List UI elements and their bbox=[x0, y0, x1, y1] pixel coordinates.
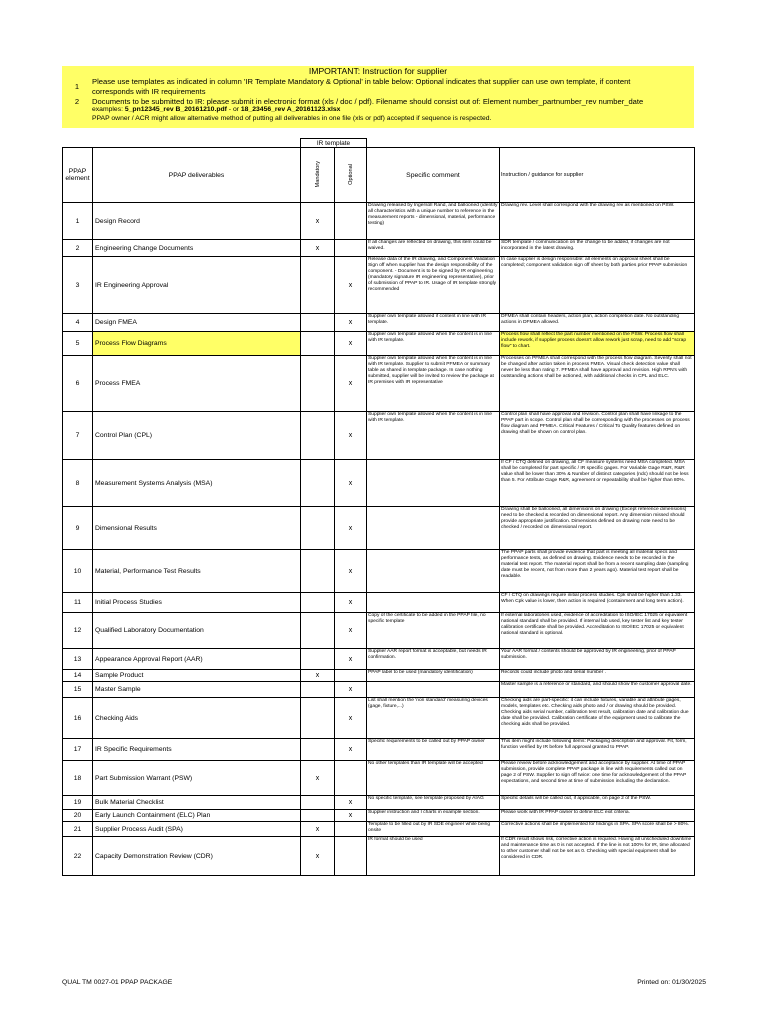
footer-printed-date: Printed on: 01/30/2025 bbox=[637, 979, 706, 986]
mandatory-mark bbox=[301, 507, 335, 550]
blank-cell bbox=[63, 139, 93, 148]
deliverable-name: Part Submission Warrant (PSW) bbox=[93, 761, 301, 796]
owner-note: PPAP owner / ACR might allow alternative method of putting all deliverables in one file (xls or pdf) accepted if sequence is respected. bbox=[92, 114, 492, 122]
element-number: 16 bbox=[63, 698, 93, 739]
mandatory-mark: x bbox=[301, 761, 335, 796]
table-row bbox=[63, 796, 695, 810]
mandatory-mark bbox=[301, 682, 335, 698]
supplier-instruction: In case supplier is design responsible: all elements on approval sheet shall be completed; component validation sign off sheet by both parties prior PPAP submission bbox=[500, 257, 695, 314]
deliverables-header: PPAP deliverables bbox=[93, 148, 301, 203]
optional-header: Optional bbox=[347, 163, 354, 185]
deliverable-name: IR Specific Requirements bbox=[93, 739, 301, 761]
specific-comment: Release data of the IR drawing, and Component Validation Sign off when supplier has the design responsibility of the component. - Document is to be signed by IR engineering (mandatory signature IR engineering representative), prior of submission of PPAP to IR. Usage of IR template strongly recommended bbox=[367, 257, 500, 314]
supplier-instruction: Drawing rev. Level shall correspond with the drawing rev as mentioned on PSW. bbox=[500, 203, 695, 240]
mandatory-mark bbox=[301, 356, 335, 412]
supplier-instruction: This item might include following items: Packaging description and approval. Fit, form, function verified by IR before full approval granted to PPAP. bbox=[500, 739, 695, 761]
specific-comment: Supplier AAR report format is acceptable, but needs IR confirmation. bbox=[367, 649, 500, 670]
specific-comment: Drawing released by Ingersoll Rand, and ballooned (identify all characteristics with a unique number to reference in the measurement reports - dimensional, material, performance testing) bbox=[367, 203, 500, 240]
supplier-instruction: Drawing shall be ballooned, all dimensions on drawing (Except reference dimensions) need to be checked & recorded on dimensional report. Any dimension missed should provide appropriate justification. Dimensions defined on drawing note need to be checked / recorded on dimensional report. bbox=[500, 507, 695, 550]
specific-comment: Supplier own template allowed when the content is in line with IR template. bbox=[367, 332, 500, 356]
deliverable-name: Process Flow Diagrams bbox=[93, 332, 301, 356]
supplier-instruction: Master sample is a reference or standard, and should show the customer approval date. bbox=[500, 682, 695, 698]
optional-mark: x bbox=[335, 698, 367, 739]
deliverable-name: Checking Aids bbox=[93, 698, 301, 739]
supplier-instruction: Control plan shall have approval and revision. Control plan shall have linkage to the PPAP part in scope. Control plan shall be corresponding with the processes on process flow diagram and PFMEA. Critical Features / Critical To Quality features defined on drawing shall be shown on control plan. bbox=[500, 412, 695, 460]
mandatory-mark: x bbox=[301, 822, 335, 837]
specific-comment: List shall mention the 'non standard' measuring devices (gage, fixture,...) bbox=[367, 698, 500, 739]
table-row bbox=[63, 314, 695, 332]
element-number: 9 bbox=[63, 507, 93, 550]
item-1-text: Please use templates as indicated in column 'IR Template Mandatory & Optional' in table below: Optional indicates that supplier can use own template, if content corresponds with IR requirements bbox=[92, 77, 631, 96]
element-number: 4 bbox=[63, 314, 93, 332]
table-row bbox=[63, 837, 695, 876]
mandatory-mark: x bbox=[301, 837, 335, 876]
optional-mark: x bbox=[335, 810, 367, 822]
specific-comment bbox=[367, 507, 500, 550]
optional-mark: x bbox=[335, 682, 367, 698]
instruction-header: Instruction / guidance for supplier bbox=[500, 148, 695, 203]
ir-template-header: IR template bbox=[301, 139, 367, 148]
mandatory-mark bbox=[301, 412, 335, 460]
deliverable-name: Engineering Change Documents bbox=[93, 240, 301, 257]
supplier-instruction: Please review before acknowledgement and acceptance by supplier. At time of PPAP submission, provide complete PPAP package in line with requirements called out on page 2 of PSW. Supplier to sign off twice: one time for acknowledgement of the PPAP expectations, and second time at time of submission including the declaration. bbox=[500, 761, 695, 796]
table-row bbox=[63, 356, 695, 412]
mandatory-mark bbox=[301, 593, 335, 613]
deliverable-name: Dimensional Results bbox=[93, 507, 301, 550]
table-row bbox=[63, 649, 695, 670]
element-number: 5 bbox=[63, 332, 93, 356]
deliverable-name: Measurement Systems Analysis (MSA) bbox=[93, 460, 301, 507]
mandatory-mark: x bbox=[301, 670, 335, 682]
optional-mark: x bbox=[335, 507, 367, 550]
mandatory-mark bbox=[301, 550, 335, 593]
optional-mark bbox=[335, 822, 367, 837]
deliverable-name: Design Record bbox=[93, 203, 301, 240]
specific-comment: No specific template, see template proposed by AIAG bbox=[367, 796, 500, 810]
supplier-instruction: Corrective actions shall be implemented for findings in SPA. SPA score shall be > 80%. bbox=[500, 822, 695, 837]
optional-mark: x bbox=[335, 550, 367, 593]
specific-comment: Copy of the certificate to be added in the PPAP file, no specific template bbox=[367, 613, 500, 649]
table-row bbox=[63, 822, 695, 837]
specific-comment: Specific requirements to be called out by PPAP owner bbox=[367, 739, 500, 761]
filename-examples bbox=[62, 106, 694, 115]
supplier-instruction: If external laboratories used, evidence of accreditation to ISO/IEC 17025 or equivalent national standard shall be provided. If internal lab used, key tester list and key tester calibration certificate shall be provided. Accreditation to ISO/IEC 17025 or equivalent national standard is optional. bbox=[500, 613, 695, 649]
supplier-instruction: Records could include photo and serial number . bbox=[500, 670, 695, 682]
banner-title: IMPORTANT: Instruction for supplier bbox=[308, 66, 448, 76]
instruction-banner bbox=[62, 66, 694, 128]
supplier-instruction: Processes on PFMEA shall correspond with the process flow diagram. Severity shall not be changed after action taken in process FMEA. Visual check detection value shall never be less than rating 7. PFMEA shall have approval and revision. High RPN's with outstanding actions shall be actioned, with additional checks in CPL and ELC. bbox=[500, 356, 695, 412]
deliverable-name: Sample Product bbox=[93, 670, 301, 682]
mandatory-mark bbox=[301, 613, 335, 649]
element-number: 15 bbox=[63, 682, 93, 698]
examples-prefix: examples: bbox=[92, 106, 125, 114]
supplier-instruction: Specific details will be called out, if applicable, on page 2 of the PSW. bbox=[500, 796, 695, 810]
examples-or: - or bbox=[226, 106, 241, 114]
element-number: 11 bbox=[63, 593, 93, 613]
specific-comment: IR format should be used bbox=[367, 837, 500, 876]
mandatory-mark: x bbox=[301, 240, 335, 257]
specific-comment: PPAP label to be used (mandatory identification) bbox=[367, 670, 500, 682]
element-number: 3 bbox=[63, 257, 93, 314]
specific-comment: Template to be filled out by IR SDE engineer while being onsite bbox=[367, 822, 500, 837]
element-number: 20 bbox=[63, 810, 93, 822]
element-number: 8 bbox=[63, 460, 93, 507]
table-row bbox=[63, 507, 695, 550]
mandatory-mark bbox=[301, 257, 335, 314]
supplier-instruction: Process flow shall reflect the part number mentioned on the PSW. Process flow shall include rework, if supplier process doesn't allow rework just scrap, need to add "scrap flow" to chart. bbox=[500, 332, 695, 356]
element-number: 17 bbox=[63, 739, 93, 761]
deliverable-name: Design FMEA bbox=[93, 314, 301, 332]
specific-comment bbox=[367, 682, 500, 698]
table-row bbox=[63, 203, 695, 240]
example-2: 18_23456_rev A_20161123.xlsx bbox=[240, 106, 341, 114]
table-row bbox=[63, 460, 695, 507]
supplier-instruction: SDR template / communication on the change to be added, if changes are not incorporated in the latest drawing. bbox=[500, 240, 695, 257]
supplier-instruction: DFMEA shall contain headers, action plan, action completion date. No outstanding actions in DFMEA allowed. bbox=[500, 314, 695, 332]
optional-mark bbox=[335, 240, 367, 257]
mandatory-mark bbox=[301, 649, 335, 670]
element-number: 13 bbox=[63, 649, 93, 670]
optional-mark: x bbox=[335, 356, 367, 412]
mandatory-mark bbox=[301, 796, 335, 810]
table-row bbox=[63, 670, 695, 682]
deliverable-name: IR Engineering Approval bbox=[93, 257, 301, 314]
optional-mark: x bbox=[335, 649, 367, 670]
element-number: 21 bbox=[63, 822, 93, 837]
deliverable-name: Bulk Material Checklist bbox=[93, 796, 301, 810]
specific-comment bbox=[367, 550, 500, 593]
table-row bbox=[63, 550, 695, 593]
ppap-table bbox=[62, 138, 695, 876]
specific-comment: If all changes are reflected on drawing, this item could be waived. bbox=[367, 240, 500, 257]
blank-cell bbox=[367, 139, 500, 148]
optional-mark: x bbox=[335, 460, 367, 507]
footer-doc-id: QUAL TM 0027-01 PPAP PACKAGE bbox=[62, 979, 173, 986]
optional-mark: x bbox=[335, 593, 367, 613]
optional-mark bbox=[335, 837, 367, 876]
specific-comment: No other templates than IR template will be accepted bbox=[367, 761, 500, 796]
optional-mark bbox=[335, 203, 367, 240]
mandatory-mark bbox=[301, 739, 335, 761]
table-row bbox=[63, 412, 695, 460]
table-row bbox=[63, 761, 695, 796]
table-row bbox=[63, 240, 695, 257]
optional-mark bbox=[335, 670, 367, 682]
supplier-instruction: If CDR result shows risk, corrective action is required. Having all unscheduled downtime and maintenance time as 0 is not accepted. If the line is not 100% for IR, time allocated to other customer shall not be set as 0. Checking with special equipment shall be considered in CDR. bbox=[500, 837, 695, 876]
supplier-instruction: Please work with IR PPAP owner to define ELC exit criteria. bbox=[500, 810, 695, 822]
deliverable-name: Process FMEA bbox=[93, 356, 301, 412]
optional-mark: x bbox=[335, 739, 367, 761]
optional-mark: x bbox=[335, 314, 367, 332]
table-row bbox=[63, 698, 695, 739]
element-number: 2 bbox=[63, 240, 93, 257]
element-number: 6 bbox=[63, 356, 93, 412]
element-number: 22 bbox=[63, 837, 93, 876]
mandatory-mark: x bbox=[301, 203, 335, 240]
deliverable-name: Capacity Demonstration Review (CDR) bbox=[93, 837, 301, 876]
element-number: 19 bbox=[63, 796, 93, 810]
optional-mark: x bbox=[335, 332, 367, 356]
deliverable-name: Qualified Laboratory Documentation bbox=[93, 613, 301, 649]
optional-mark: x bbox=[335, 257, 367, 314]
element-number: 10 bbox=[63, 550, 93, 593]
item-2-text: Documents to be submitted to IR: please submit in electronic format (xls / doc / pdf). Filename should consist out of: Element number_partnumber_rev number_date bbox=[92, 96, 644, 106]
deliverable-name: Material, Performance Test Results bbox=[93, 550, 301, 593]
element-number: 18 bbox=[63, 761, 93, 796]
element-number: 14 bbox=[63, 670, 93, 682]
optional-mark: x bbox=[335, 613, 367, 649]
table-row bbox=[63, 810, 695, 822]
element-number: 1 bbox=[63, 203, 93, 240]
supplier-instruction: Your AAR format / contents should be approved by IR engineering, prior of PPAP submission. bbox=[500, 649, 695, 670]
deliverable-name: Supplier Process Audit (SPA) bbox=[93, 822, 301, 837]
supplier-instruction: CF / CTQ on drawings require initial process studies. Cpk shall be higher than 1.33. When Cpk value is lower, then action is required (containment and long term action). bbox=[500, 593, 695, 613]
deliverable-name: Early Launch Containment (ELC) Plan bbox=[93, 810, 301, 822]
deliverable-name: Control Plan (CPL) bbox=[93, 412, 301, 460]
specific-comment-header: Specific comment bbox=[367, 148, 500, 203]
element-number: 12 bbox=[63, 613, 93, 649]
specific-comment: Supplier own template allowed if content in line with IR template. bbox=[367, 314, 500, 332]
specific-comment bbox=[367, 593, 500, 613]
specific-comment: Supplier own template allowed when the content is in line with IR template. bbox=[367, 412, 500, 460]
blank-cell bbox=[500, 139, 695, 148]
mandatory-mark bbox=[301, 460, 335, 507]
supplier-instruction: The PPAP parts shall provide evidence that part is meeting all material specs and performance tests, as defined on drawing. Evidence needs to be recorded in the material test report. The material report shall be from a recent sampling date (sampling date must be recent, not from more than 2 years ago). Material test report shall be readable. bbox=[500, 550, 695, 593]
table-row bbox=[63, 332, 695, 356]
table-row bbox=[63, 593, 695, 613]
mandatory-mark bbox=[301, 698, 335, 739]
deliverable-name: Master Sample bbox=[93, 682, 301, 698]
supplier-instruction: Checking aids are part-specific: it can include fixtures, variable and attribute gages, models, templates etc. Checking aids photo and / or drawing should be provided. Checking aids serial number, calibration test result, calibration date and calibration due date shall be provided. Calibration certificate of the equipment used to calibrate the checking aids shall be provided. bbox=[500, 698, 695, 739]
example-1: 5_pn12345_rev B_20161210.pdf bbox=[124, 106, 227, 114]
table-row bbox=[63, 257, 695, 314]
optional-mark: x bbox=[335, 796, 367, 810]
table-row bbox=[63, 739, 695, 761]
optional-mark bbox=[335, 761, 367, 796]
mandatory-header: Mandatory bbox=[314, 160, 321, 188]
item-2-number: 2 bbox=[74, 96, 80, 106]
table-row bbox=[63, 613, 695, 649]
mandatory-mark bbox=[301, 314, 335, 332]
specific-comment: Supplier instruction and I charts in example section. bbox=[367, 810, 500, 822]
element-header: PPAP element bbox=[63, 148, 93, 203]
supplier-instruction: If CF / CTQ defined on drawing, all CF measure systems need MSA completed. MSA shall be completed for part specific / IR specific gages. For Variable Gage R&R, R&R value shall be lower than 30% & Number of distinct categories (ndc) should not be less than 5. For Attribute Gage R&R, agreement or repeatability shall be higher than 80%. bbox=[500, 460, 695, 507]
deliverable-name: Initial Process Studies bbox=[93, 593, 301, 613]
blank-cell bbox=[93, 139, 301, 148]
mandatory-mark bbox=[301, 810, 335, 822]
specific-comment: Supplier own template allowed when the content is in line with IR template. Supplier to submit PFMEA or summary table as shared in template package. In case nothing submitted, supplier will be invited to review the package at IR premises with IR representative bbox=[367, 356, 500, 412]
deliverable-name: Appearance Approval Report (AAR) bbox=[93, 649, 301, 670]
table-row bbox=[63, 682, 695, 698]
specific-comment bbox=[367, 460, 500, 507]
optional-mark: x bbox=[335, 412, 367, 460]
element-number: 7 bbox=[63, 412, 93, 460]
item-1-number: 1 bbox=[74, 82, 80, 91]
mandatory-mark bbox=[301, 332, 335, 356]
